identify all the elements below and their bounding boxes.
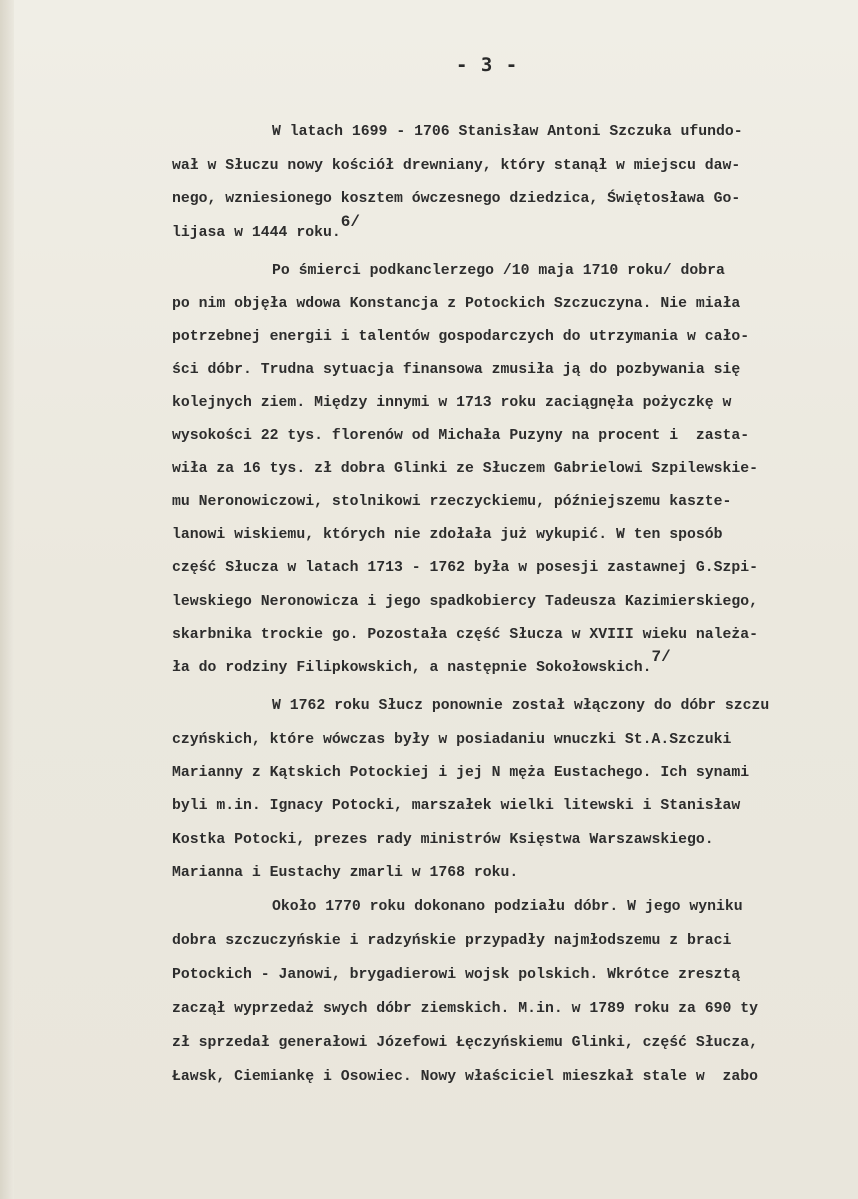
page-number: - 3 - xyxy=(456,54,519,76)
text-line: Kostka Potocki, prezes rady ministrów Księstwa Warszawskiego. xyxy=(172,832,714,848)
text-line: byli m.in. Ignacy Potocki, marszałek wielki litewski i Stanisław xyxy=(172,798,741,814)
text-line: dobra szczuczyńskie i radzyńskie przypadły najmłodszemu z braci xyxy=(172,933,732,949)
text-line: Około 1770 roku dokonano podziału dóbr. W jego wyniku xyxy=(272,899,743,915)
text-line: wysokości 22 tys. florenów od Michała Puzyny na procent i zasta- xyxy=(172,428,750,444)
text-line: Ławsk, Ciemiankę i Osowiec. Nowy właściciel mieszkał stale w zabo xyxy=(172,1069,759,1085)
footnote-marker: 7/ xyxy=(651,648,671,666)
text-line: ła do rodziny Filipkowskich, a następnie Sokołowskich. xyxy=(172,660,652,676)
text-line-with-footnote xyxy=(172,648,671,680)
text-line: potrzebnej energii i talentów gospodarczych do utrzymania w cało- xyxy=(172,329,750,345)
text-line: mu Neronowiczowi, stolnikowi rzeczyckiemu, późniejszemu kaszte- xyxy=(172,494,732,510)
text-line: Potockich - Janowi, brygadierowi wojsk polskich. Wkrótce zresztą xyxy=(172,967,741,983)
text-line-with-footnote xyxy=(172,213,360,245)
text-line: lijasa w 1444 roku. xyxy=(172,225,341,241)
text-line: Marianna i Eustachy zmarli w 1768 roku. xyxy=(172,865,519,881)
text-line: kolejnych ziem. Między innymi w 1713 roku zaciągnęła pożyczkę w xyxy=(172,395,732,411)
text-line: W latach 1699 - 1706 Stanisław Antoni Szczuka ufundo- xyxy=(272,124,743,140)
text-line: Po śmierci podkanclerzego /10 maja 1710 roku/ dobra xyxy=(272,263,725,279)
text-line: lewskiego Neronowicza i jego spadkobiercy Tadeusza Kazimierskiego, xyxy=(172,594,759,610)
text-line: wiła za 16 tys. zł dobra Glinki ze Słuczem Gabrielowi Szpilewskie- xyxy=(172,461,759,477)
text-line: Marianny z Kątskich Potockiej i jej N męża Eustachego. Ich synami xyxy=(172,765,750,781)
text-line: nego, wzniesionego kosztem ówczesnego dziedzica, Świętosława Go- xyxy=(172,191,741,207)
page-edge-shadow xyxy=(0,0,14,1199)
text-line: po nim objęła wdowa Konstancja z Potockich Szczuczyna. Nie miała xyxy=(172,296,741,312)
text-line: ści dóbr. Trudna sytuacja finansowa zmusiła ją do pozbywania się xyxy=(172,362,741,378)
text-line: zaczął wyprzedaż swych dóbr ziemskich. M.in. w 1789 roku za 690 ty xyxy=(172,1001,759,1017)
text-line: lanowi wiskiemu, których nie zdołała już wykupić. W ten sposób xyxy=(172,527,723,543)
text-line: wał w Słuczu nowy kościół drewniany, który stanął w miejscu daw- xyxy=(172,158,741,174)
text-line: część Słucza w latach 1713 - 1762 była w posesji zastawnej G.Szpi- xyxy=(172,560,759,576)
text-line: W 1762 roku Słucz ponownie został włączony do dóbr szczu xyxy=(272,698,770,714)
footnote-marker: 6/ xyxy=(340,213,360,231)
text-line: skarbnika trockie go. Pozostała część Słucza w XVIII wieku należa- xyxy=(172,627,759,643)
text-line: czyńskich, które wówczas były w posiadaniu wnuczki St.A.Szczuki xyxy=(172,732,732,748)
text-line: zł sprzedał generałowi Józefowi Łęczyńskiemu Glinki, część Słucza, xyxy=(172,1035,759,1051)
